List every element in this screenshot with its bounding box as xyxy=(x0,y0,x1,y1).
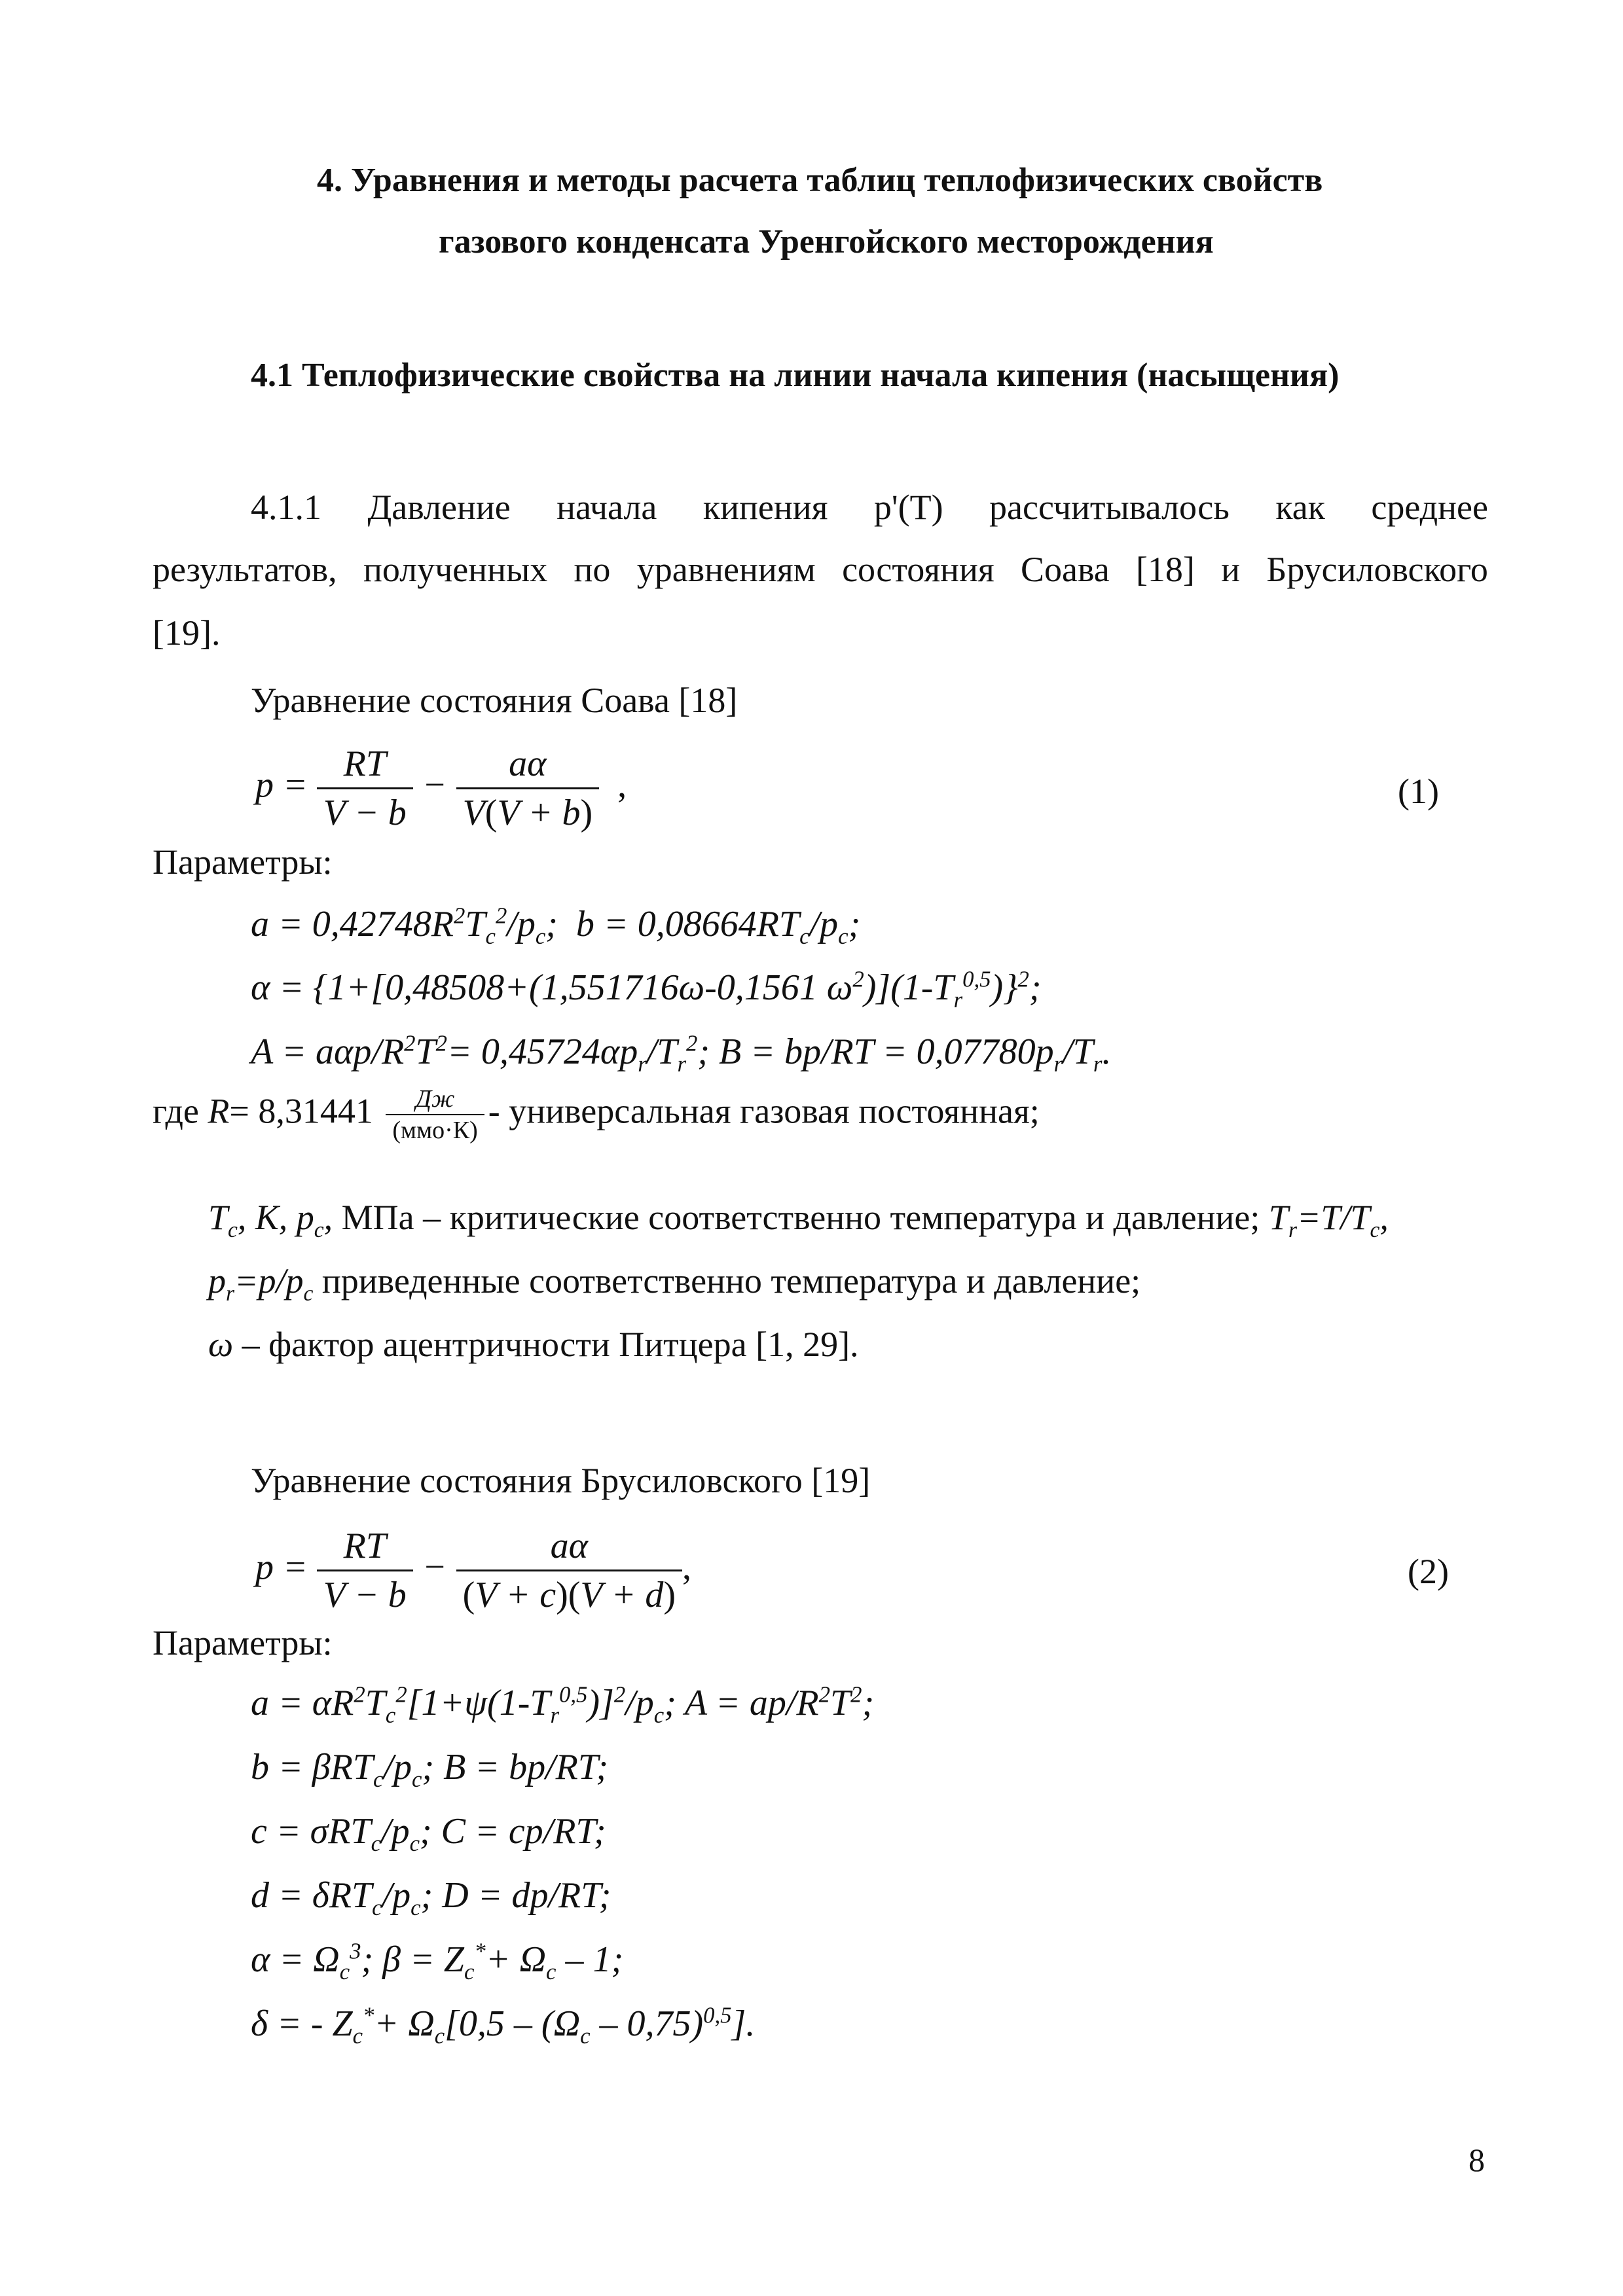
paragraph-line-3: [19]. xyxy=(153,613,221,653)
brusilovsky-param-c: $c = \sigma RT_c/p_c$; C = cp/RT; xyxy=(251,1811,606,1857)
subsection-heading: 4.1 Теплофизические свойства на линии начала кипения (насыщения) xyxy=(251,357,1340,394)
soave-param-A-B: A = aαp/$R^2T^2= 0,45724\alpha p_r/T_r^2$; $B = bp/RT = 0,07780p_r/T_r$. xyxy=(251,1030,1112,1077)
equation-number-1: (1) xyxy=(1398,772,1439,811)
brusilovsky-params-label: Параметры: xyxy=(153,1623,333,1662)
brusilovsky-equation: p = $\frac{RT}{V - b}$ − $\frac{a\alpha}{(V + c)(V + d)}$ , xyxy=(255,1526,692,1615)
section-heading-line1: 4. Уравнения и методы расчета таблиц теплофизических свойств xyxy=(317,162,1323,199)
brusilovsky-param-a: $a = \alpha R^2T_c^2[1+\psi(1-T_r^{0,5})]^2/p_c$; $A = ap/R^2T^2$; xyxy=(251,1681,875,1729)
soave-title: Уравнение состояния Соава [18] xyxy=(251,681,738,720)
brusilovsky-param-delta: δ = - $Z_c^*+ \Omega_c[0,5 - (\Omega_c - 0,75)^{0,5}]$. xyxy=(251,2002,756,2049)
brusilovsky-param-alpha-beta: $\alpha = \Omega_c^3$; $\beta = Z_c^*+ \Omega_c - 1$; xyxy=(251,1938,624,1985)
brusilovsky-param-d: $d = \delta RT_c/p_c$; D = dp/RT; xyxy=(251,1875,611,1921)
soave-param-alpha: α = {1+[0,48508+(1,551716ω-0,1561 $\omega^2)](1-T_r^{0,5})\}^2$; xyxy=(251,966,1042,1013)
reduced-properties-line: $p_r=p/p_c$ приведенные соответственно температура и давление; xyxy=(208,1261,1141,1306)
gas-constant-line: где R= 8,31441 $\frac{Дж}{\text{(ммо·К)}}$ - универсальная газовая постоянная; xyxy=(153,1085,1040,1144)
section-heading-line2: газового конденсата Уренгойского месторождения xyxy=(439,223,1214,260)
soave-param-a-b: $a = 0,42748R^2T_c^2/p_c$; $b = 0,08664RT_c/p_c$; xyxy=(251,903,861,950)
soave-equation: p = $\frac{RT}{V - b}$ − $\frac{a\alpha}{V(V + b)}$ , xyxy=(255,744,627,833)
brusilovsky-title: Уравнение состояния Брусиловского [19] xyxy=(251,1461,871,1500)
brusilovsky-param-b: $b = \beta RT_c/p_c$; B = bp/RT; xyxy=(251,1747,609,1793)
critical-properties-line: $T_c$, К, $p_c$, МПа – критические соответственно температура и давление; $T_r=T/T_c$, xyxy=(208,1198,1389,1242)
page-number: 8 xyxy=(1468,2142,1485,2178)
soave-params-label: Параметры: xyxy=(153,842,333,882)
acentric-factor-line: ω – фактор ацентричности Питцера [1, 29]. xyxy=(208,1325,859,1364)
equation-number-2: (2) xyxy=(1408,1552,1449,1591)
paragraph-line-1: 4.1.1 Давление начала кипения p'(T) рассчитывалось как среднее xyxy=(251,488,1488,527)
paragraph-line-2: результатов, полученных по уравнениям состояния Соава [18] и Брусиловского xyxy=(153,550,1488,589)
